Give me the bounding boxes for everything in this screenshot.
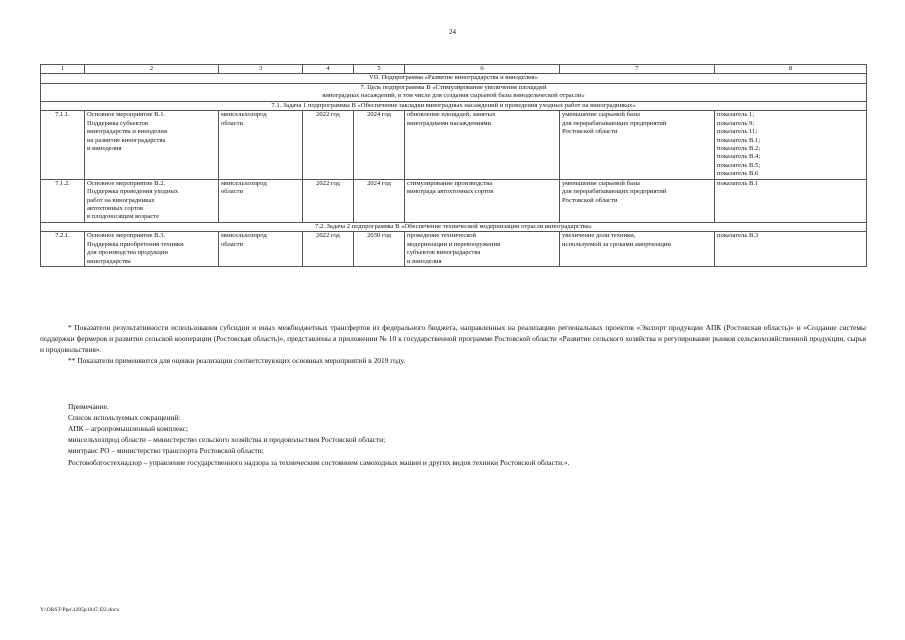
abbreviations-title: Список используемых сокращений: [68, 413, 181, 423]
measure-executor: минсельхозпрод области [219, 232, 303, 267]
column-number: 5 [354, 65, 405, 74]
measure-indicators: показатель 1; показатель 9; показатель 11; показатель В.1; показатель В.2; показатель В.4; показатель В.5; показатель В.6 [715, 111, 867, 180]
remarks [40, 401, 866, 468]
task-2-title: 7.2. Задача 2 подпрограммы В «Обеспечение технической модернизации отрасли виноградарства» [41, 222, 867, 231]
measure-name: Основное мероприятие В.3. Поддержка приобретения техники для производства продукции виноградарства [85, 232, 219, 267]
column-number: 2 [85, 65, 219, 74]
table-row [41, 232, 867, 267]
abbreviation-item: минтранс РО – министерство транспорта Ростовской области; [68, 446, 264, 456]
column-number: 1 [41, 65, 85, 74]
measure-number: 7.1.1. [41, 111, 85, 180]
measure-end: 2024 год [354, 179, 405, 222]
measure-end: 2030 год [354, 232, 405, 267]
remark-title: Примечание. [68, 402, 109, 411]
page-number: 24 [449, 28, 456, 36]
abbreviation-item: АПК – агропромышленный комплекс; [68, 424, 188, 434]
measure-consequence: уменьшение сырьевой базы для перерабатывающих предприятий Ростовской области [560, 111, 715, 180]
measure-executor: минсельхозпрод области [219, 179, 303, 222]
program-measures-table [40, 64, 867, 267]
footnote-2: ** Показатели применяются для оценки реализации соответствующих основных мероприятий в 2019 году. [68, 356, 406, 366]
measure-result: обновление площадей, занятых виноградными насаждениями [405, 111, 560, 180]
measure-name: Основное мероприятие В.2. Поддержка проведения уходных работ на виноградниках автохтонных сортов в плодоносящем возрасте [85, 179, 219, 222]
measure-number: 7.1.2. [41, 179, 85, 222]
task-1-title: 7.1. Задача 1 подпрограммы В «Обеспечение закладки виноградных насаждений и проведения уходных работ на виноградниках» [41, 101, 867, 110]
measure-name: Основное мероприятие В.1. Поддержка субъектов виноградарства и виноделия на развитие виноградарства и виноделия [85, 111, 219, 180]
measure-start: 2022 год [303, 111, 354, 180]
column-number: 7 [560, 65, 715, 74]
column-number: 8 [715, 65, 867, 74]
measure-start: 2022 год [303, 232, 354, 267]
measure-executor: минсельхозпрод области [219, 111, 303, 180]
column-numbers-row [41, 65, 867, 74]
footnotes [40, 322, 866, 366]
abbreviation-item: Ростовоблгостехнадзор – управление государственного надзора за техническим состоянием самоходных машин и других видов техники Ростовской области.». [68, 457, 570, 467]
goal-title: 7. Цель подпрограммы В «Стимулирование увеличения площадей виноградных насаждений, в том числе для создания сырьевой базы винодельческой отрасли» [41, 83, 867, 101]
file-path-footer: Y:\ORST\Ppo\1205p1047.f22.docx [40, 607, 120, 613]
measure-indicators: показатель В.1 [715, 179, 867, 222]
measure-consequence: уменьшение сырьевой базы для перерабатывающих предприятий Ростовской области [560, 179, 715, 222]
table-row [41, 179, 867, 222]
measure-start: 2022 год [303, 179, 354, 222]
abbreviation-item: минсельхозпрод области – министерство сельского хозяйства и продовольствия Ростовской области; [68, 435, 386, 445]
footnote-1: * Показатели результативности использования субсидии и иных межбюджетных трансфертов из федерального бюджета, направленных на реализацию региональных проектов «Экспорт продукции АПК (Ростовская область)» и «Создание системы поддержки фермеров и развитие сельской кооперации (Ростовская область)», представлены в приложении № 10 к государственной программе Ростовской области «Развитие сельского хозяйства и регулирование рынков сельскохозяйственной продукции, сырья и продовольствия». [40, 323, 866, 355]
measure-result: проведение технической модернизации и перевооружения субъектов виноградарства и виноделия [405, 232, 560, 267]
measure-result: стимулирование производства винограда автохтонных сортов [405, 179, 560, 222]
table-row [41, 111, 867, 180]
measure-indicators: показатель В.3 [715, 232, 867, 267]
column-number: 3 [219, 65, 303, 74]
measure-consequence: увеличение доли техники, используемой за сроками амортизации [560, 232, 715, 267]
measure-number: 7.2.1. [41, 232, 85, 267]
column-number: 6 [405, 65, 560, 74]
measure-end: 2024 год [354, 111, 405, 180]
subprogram-title: VII. Подпрограмма «Развитие виноградарства и виноделия» [41, 74, 867, 83]
column-number: 4 [303, 65, 354, 74]
